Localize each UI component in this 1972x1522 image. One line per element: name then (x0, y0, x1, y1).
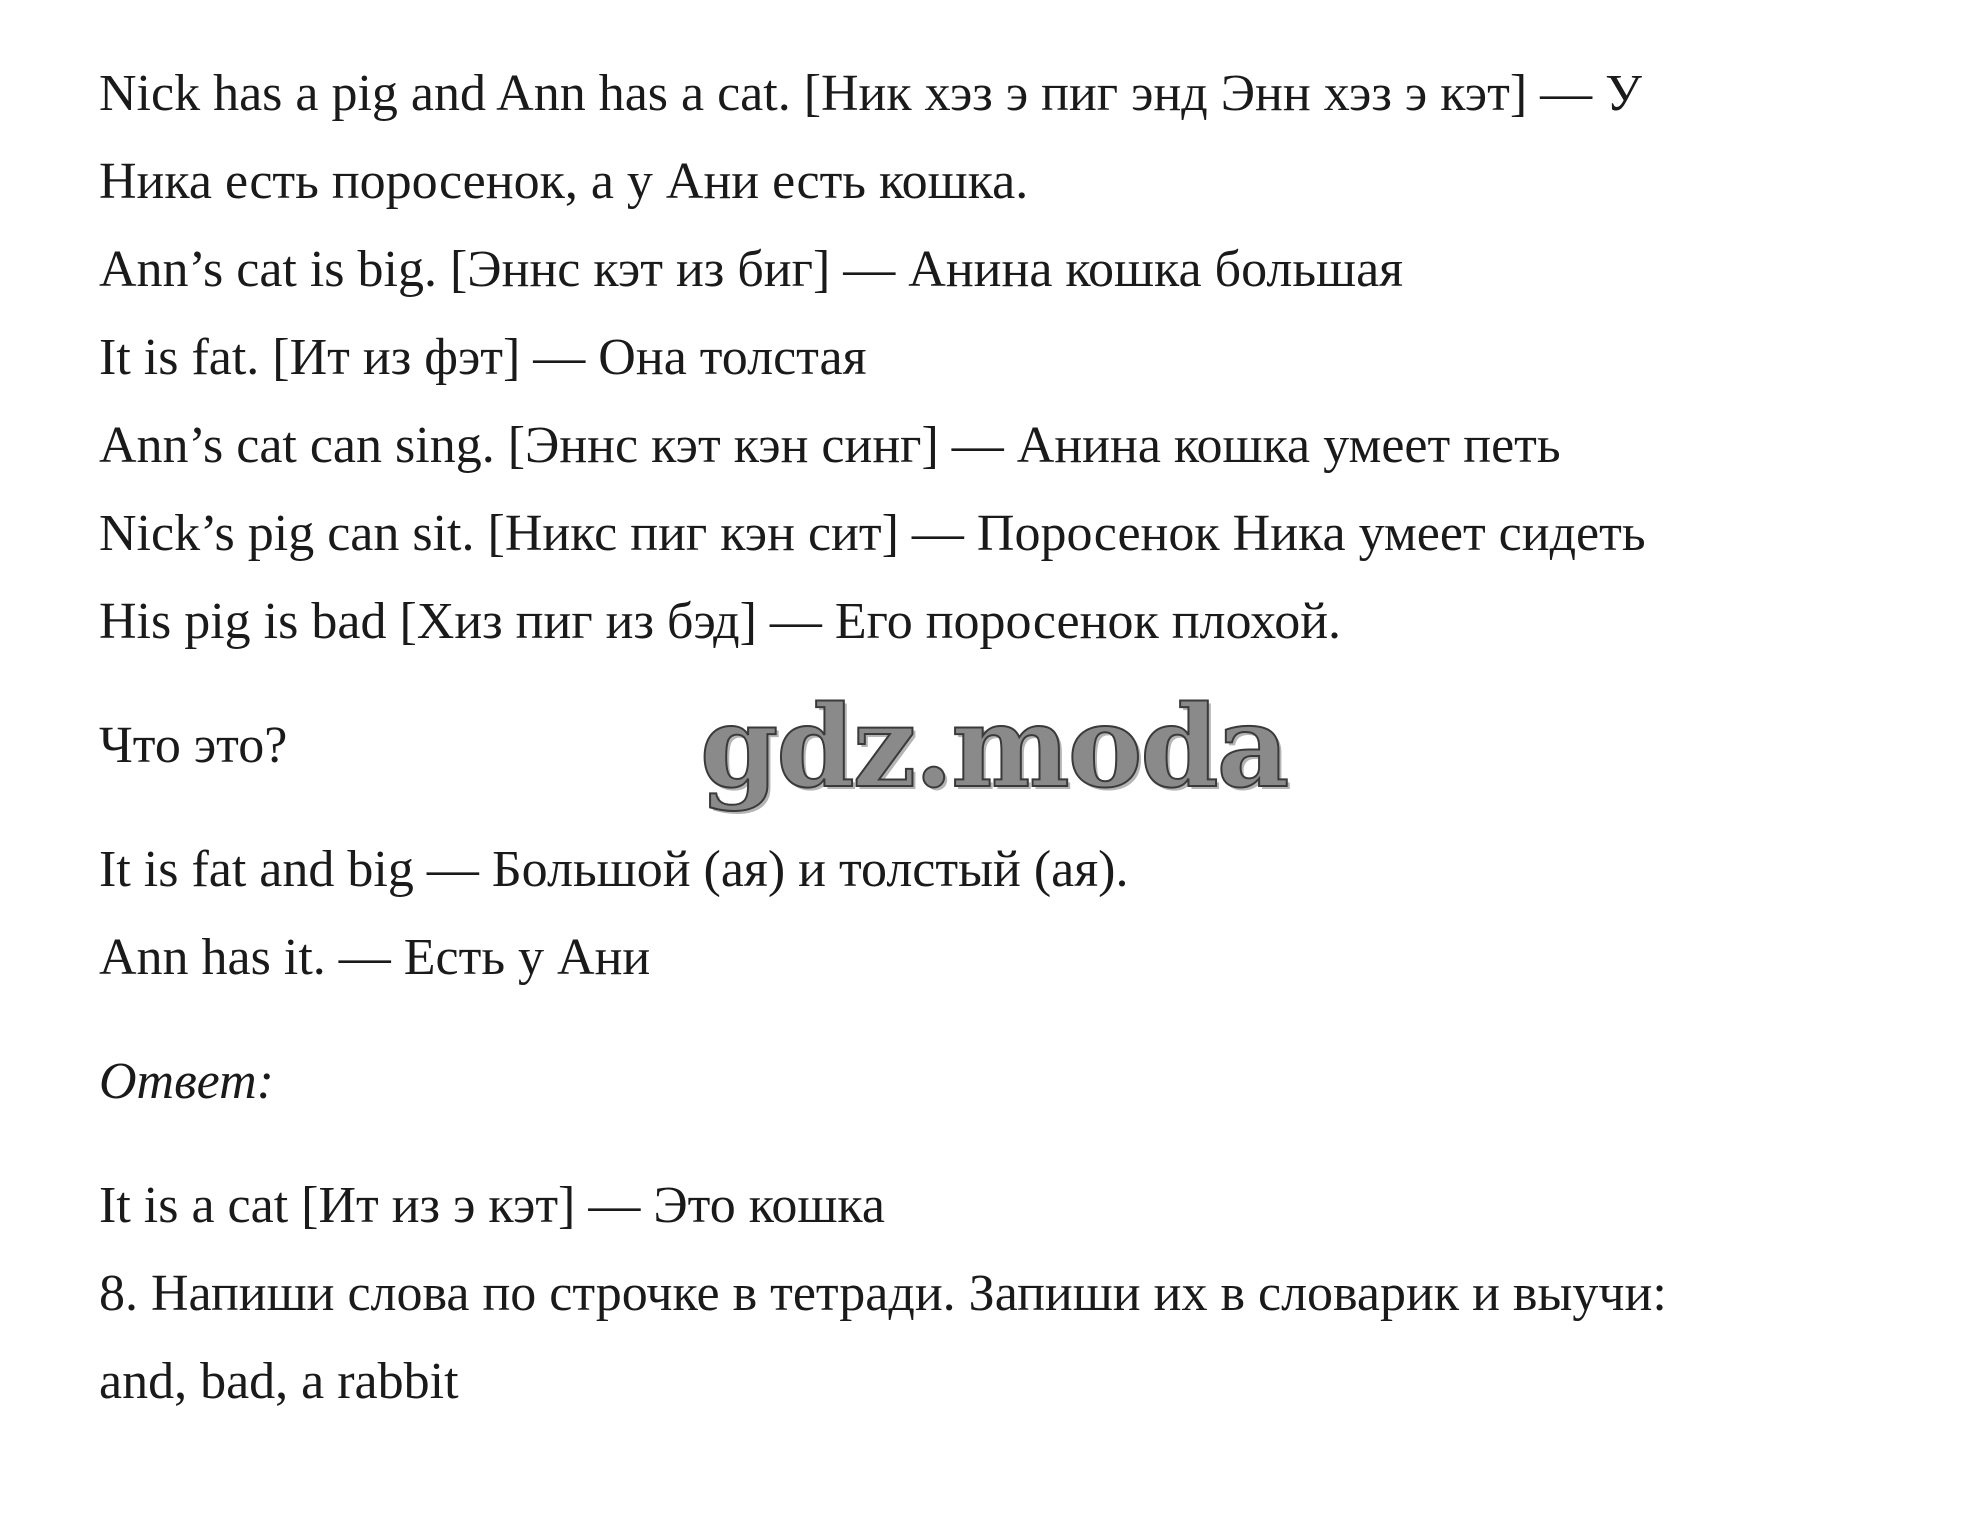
answer-label: Ответ: (99, 1053, 274, 1110)
watermark-logo: gdz.moda (700, 682, 1288, 813)
text-line: Nick’s pig can sit. [Никс пиг кэн сит] — Поросенок Ника умеет сидеть (99, 505, 1646, 562)
text-line: Ann’s cat can sing. [Эннс кэт кэн синг] — Анина кошка умеет петь (99, 417, 1561, 474)
text-line: Nick has a pig and Ann has a cat. [Ник хэз э пиг энд Энн хэз э кэт] — У (99, 65, 1642, 122)
task-line: and, bad, a rabbit (99, 1353, 459, 1410)
answer-line: It is a cat [Ит из э кэт] — Это кошка (99, 1177, 885, 1234)
question-text: Что это? (99, 717, 288, 774)
text-line: It is fat. [Ит из фэт] — Она толстая (99, 329, 867, 386)
task-line: 8. Напиши слова по строчке в тетради. Запиши их в словарик и выучи: (99, 1265, 1667, 1322)
text-line: His pig is bad [Хиз пиг из бэд] — Его поросенок плохой. (99, 593, 1342, 650)
text-line: Ann’s cat is big. [Эннс кэт из биг] — Анина кошка большая (99, 241, 1404, 298)
riddle-line: It is fat and big — Большой (ая) и толстый (ая). (99, 841, 1129, 898)
riddle-line: Ann has it. — Есть у Ани (99, 929, 651, 986)
text-line: Ника есть поросенок, а у Ани есть кошка. (99, 153, 1029, 210)
